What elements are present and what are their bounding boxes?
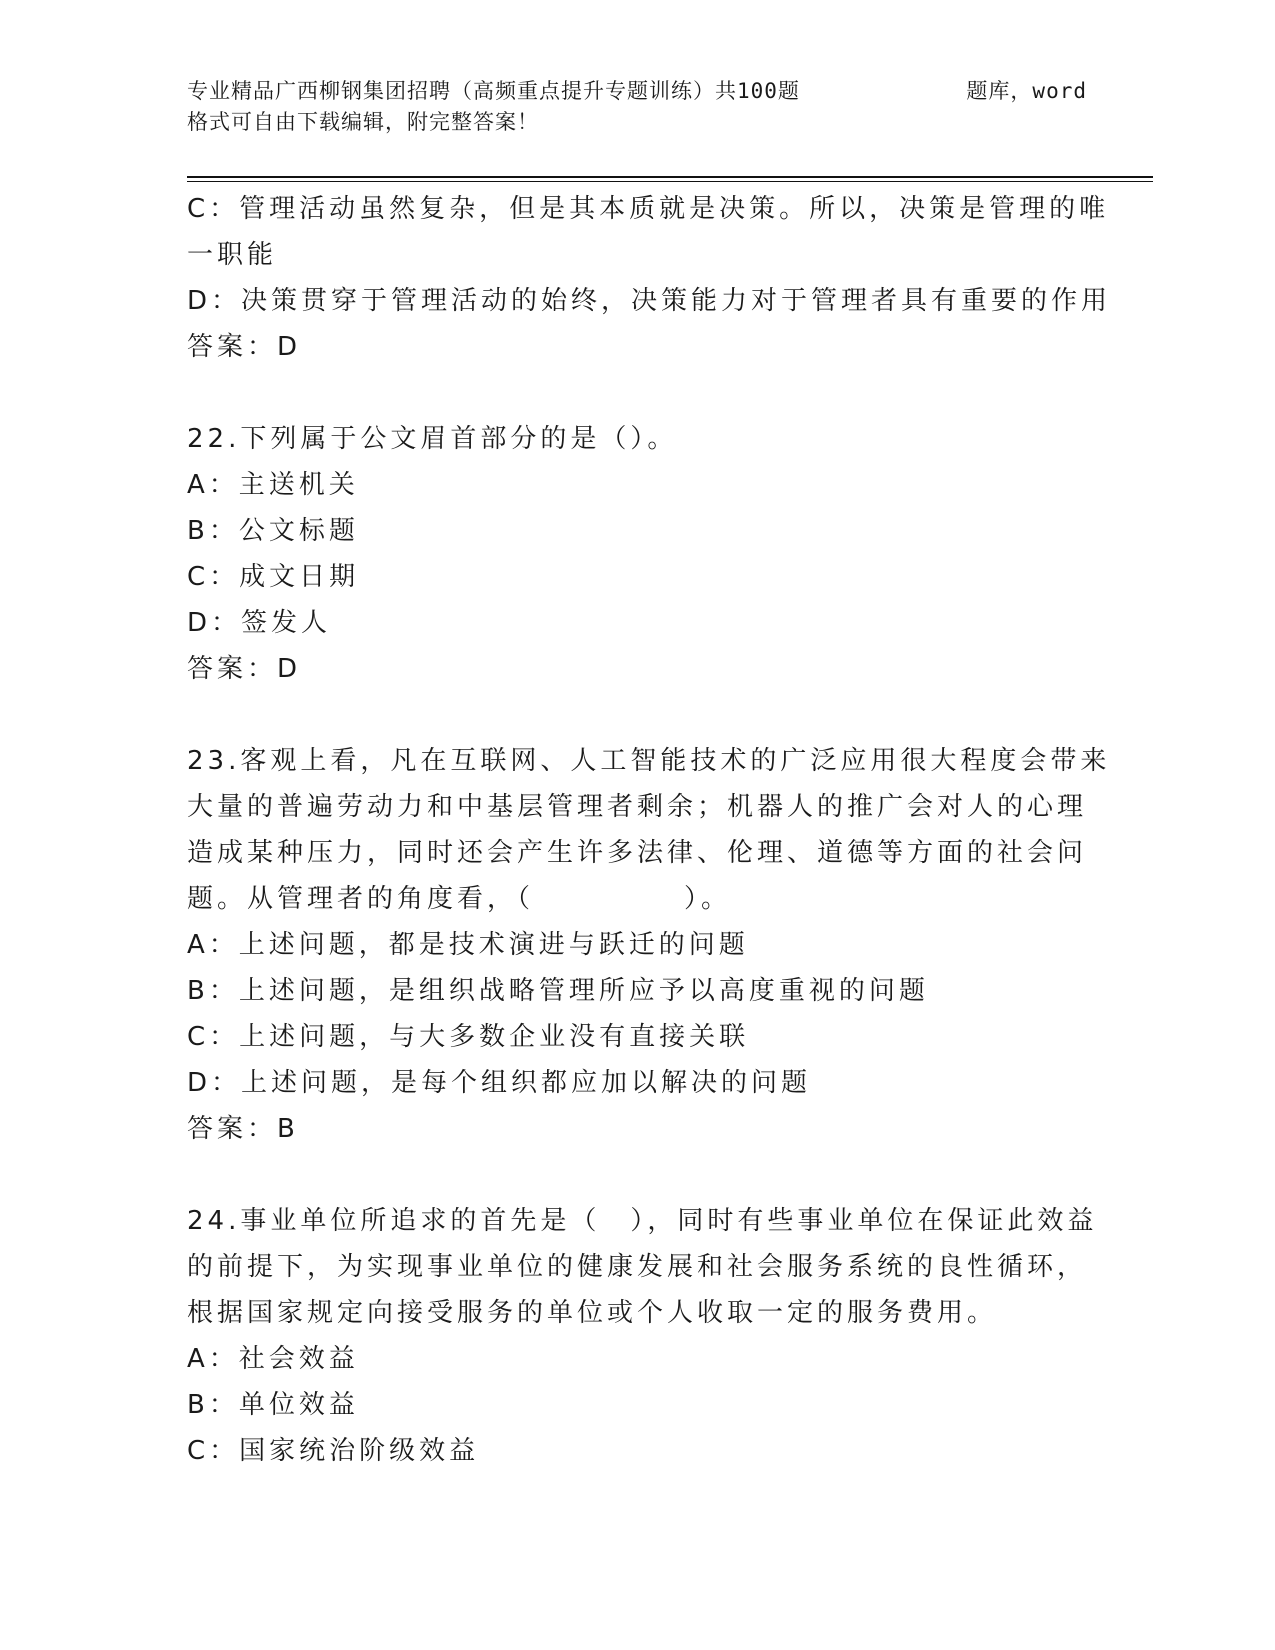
- block-spacer: [187, 1152, 1087, 1198]
- question-block: [187, 186, 1112, 370]
- block-spacer: [187, 692, 1087, 738]
- block-spacer: [187, 370, 1087, 416]
- question-line: A：上述问题，都是技术演进与跃迁的问题: [187, 930, 749, 960]
- question-line: 的前提下，为实现事业单位的健康发展和社会服务系统的良性循环，: [187, 1252, 1088, 1282]
- question-line: 造成某种压力，同时还会产生许多法律、伦理、道德等方面的社会问: [187, 838, 1088, 868]
- question-line: 大量的普遍劳动力和中基层管理者剩余；机器人的推广会对人的心理: [187, 792, 1088, 822]
- question-line: A：主送机关: [187, 470, 359, 500]
- question-block: [187, 416, 1087, 692]
- question-line: C：成文日期: [187, 562, 360, 592]
- question-line: 一职能: [187, 240, 278, 270]
- question-line: 24.事业单位所追求的首先是（ ），同时有些事业单位在保证此效益: [187, 1206, 1098, 1236]
- question-line: D：签发人: [187, 608, 332, 638]
- question-line: D：决策贯穿于管理活动的始终，决策能力对于管理者具有重要的作用: [187, 286, 1112, 316]
- question-line: B：公文标题: [187, 516, 359, 546]
- question-line: A：社会效益: [187, 1344, 359, 1374]
- question-line: D：上述问题，是每个组织都应加以解决的问题: [187, 1068, 812, 1098]
- question-block: [187, 738, 1111, 1152]
- question-line: 23.客观上看，凡在互联网、人工智能技术的广泛应用很大程度会带来: [187, 746, 1111, 776]
- question-line: C：国家统治阶级效益: [187, 1436, 480, 1466]
- question-line: 根据国家规定向接受服务的单位或个人收取一定的服务费用。: [187, 1298, 998, 1328]
- question-line: 22.下列属于公文眉首部分的是（）。: [187, 424, 678, 454]
- question-list: [187, 186, 1112, 1474]
- divider-line-thin: [187, 181, 1153, 182]
- answer-line: 答案：B: [187, 1114, 299, 1144]
- answer-line: 答案：D: [187, 332, 302, 362]
- question-line: C：管理活动虽然复杂，但是其本质就是决策。所以，决策是管理的唯: [187, 194, 1110, 224]
- header-line-1: [187, 76, 1087, 107]
- header-line-2: 格式可自由下载编辑，附完整答案！: [187, 110, 539, 134]
- divider-line-thick: [187, 176, 1153, 178]
- header-title-tail: 题库，word: [966, 79, 1087, 103]
- question-line: B：单位效益: [187, 1390, 359, 1420]
- question-block: [187, 1198, 1098, 1474]
- question-line: 题。从管理者的角度看，（ ）。: [187, 884, 732, 914]
- question-line: C：上述问题，与大多数企业没有直接关联: [187, 1022, 750, 1052]
- page-header: [187, 76, 1087, 138]
- question-line: B：上述问题，是组织战略管理所应予以高度重视的问题: [187, 976, 929, 1006]
- answer-line: 答案：D: [187, 654, 302, 684]
- header-title: 专业精品广西柳钢集团招聘（高频重点提升专题训练）共100题: [187, 79, 800, 103]
- header-divider: [187, 176, 1153, 182]
